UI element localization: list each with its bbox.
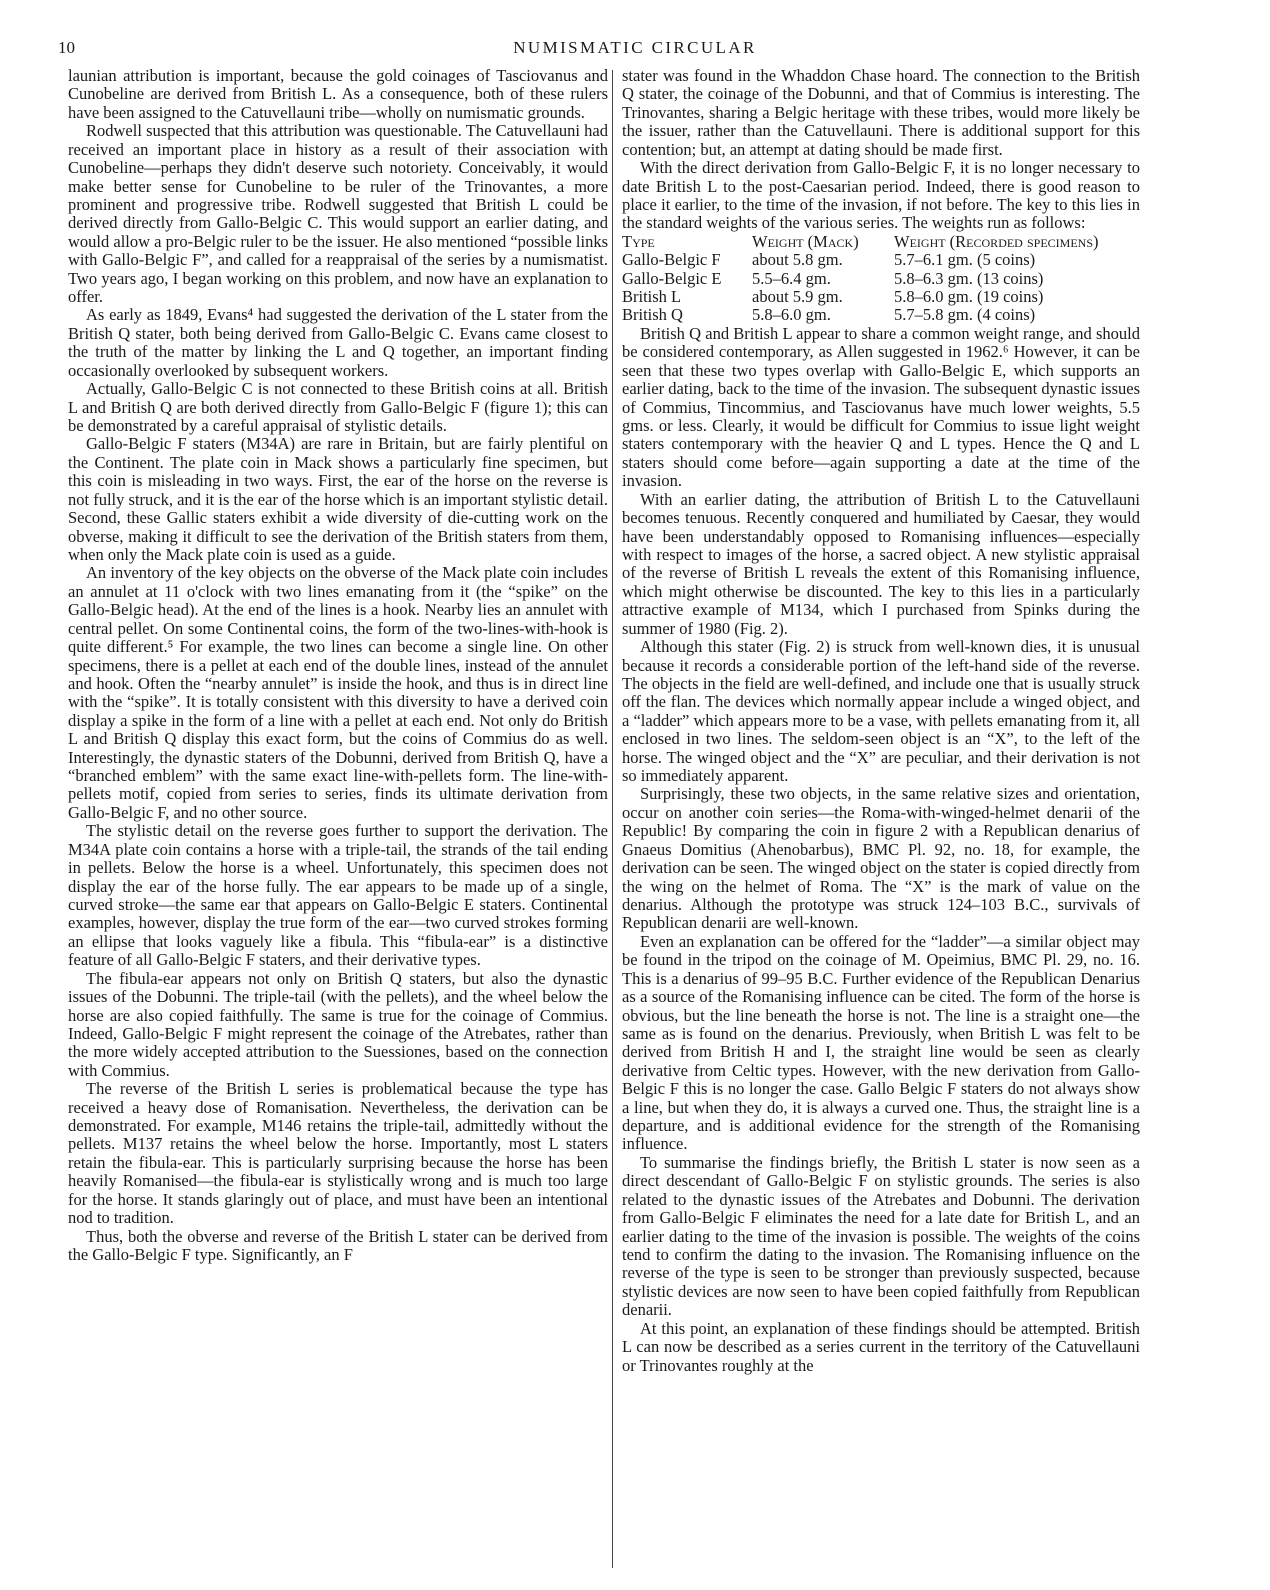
paragraph: At this point, an explanation of these findings should be attempted. British L can now be described as a series current in the territory of the Catuvellauni or Trinovantes roughly at the (622, 1318, 1140, 1375)
table-cell: 5.8–6.0 gm. (752, 305, 831, 325)
paragraph: Gallo-Belgic F staters (M34A) are rare in Britain, but are fairly plentiful on the Continent. The plate coin in Mack shows a particularly fine specimen, but this coin is misleading in two ways. First, the ear of the horse on the reverse is not fully struck, and it is the ear of the horse which is an important stylistic detail. Second, these Gallic staters exhibit a wide diversity of die-cutting work on the obverse, making it difficult to see the derivation of the British staters from them, when only the Mack plate coin is used as a guide. (68, 434, 608, 564)
running-head: NUMISMATIC CIRCULAR (513, 38, 757, 57)
paragraph: With the direct derivation from Gallo-Belgic F, it is no longer necessary to date British L to the post-Caesarian period. Indeed, there is good reason to place it earlier, to the time of the invasion, if not before. The key to this lies in the standard weights of the various series. The weights run as follows: (622, 158, 1140, 233)
column-divider (612, 70, 613, 1568)
table-row (622, 270, 1140, 288)
column-header-weight-recorded: Weight (Recorded specimens) (894, 231, 1099, 251)
paragraph: Surprisingly, these two objects, in the same relative sizes and orientation, occur on another coin series—the Roma-with-winged-helmet denarii of the Republic! By comparing the coin in figure 2 with a Republican denarius of Gnaeus Domitius (Ahenobarbus), BMC Pl. 92, no. 18, for example, the derivation can be seen. The winged object on the stater is copied directly from the wing on the helmet of Roma. The “X” is the mark of value on the denarius. Although the prototype was struck 124–103 B.C., survivals of Republican denarii are well-known. (622, 784, 1140, 933)
paragraph: An inventory of the key objects on the obverse of the Mack plate coin includes an annulet at 11 o'clock with two lines emanating from it (the “spike” on the Gallo-Belgic head). At the end of the lines is a hook. Nearby lies an annulet with central pellet. On some Continental coins, the form of the two-lines-with-hook is quite different.⁵ For example, the two lines can become a single line. On other specimens, there is a pellet at each end of the double lines, instead of the annulet and hook. Often the “nearby annulet” is inside the hook, and thus is in direct line with the “spike”. It is totally consistent with this diversity to have a derived coin display a spike in the form of a line with a pellet at each end. Not only do British L and British Q display this exact form, but the coins of Commius do as well. Interestingly, the dynastic staters of the Dobunni, derived from British Q, have a “branched emblem” with the same exact line-with-pellets form. The line-with-pellets motif, copied from series to series, finds its ultimate derivation from Gallo-Belgic F, and no other source. (68, 563, 608, 822)
table-row (622, 306, 1140, 324)
table-cell: 5.8–6.0 gm. (19 coins) (894, 287, 1044, 307)
table-cell: Gallo-Belgic E (622, 268, 722, 288)
table-cell: British L (622, 287, 682, 307)
page-number: 10 (58, 38, 75, 57)
paragraph: As early as 1849, Evans⁴ had suggested the derivation of the L stater from the British Q stater, both being derived from Gallo-Belgic C. Evans came closest to the truth of the matter by linking the L and Q together, an important finding occasionally overlooked by subsequent workers. (68, 305, 608, 380)
paragraph: Rodwell suspected that this attribution was questionable. The Catuvellauni had received an important place in history as a result of their association with Cunobeline—perhaps they didn't deserve such notoriety. Conceivably, it would make better sense for Cunobeline to be ruler of the Trinovantes, a more prominent and progressive tribe. Rodwell suggested that British L could be derived directly from Gallo-Belgic C. This would support an earlier dating, and would allow a pro-Belgic ruler to be the issuer. He also mentioned “possible links with Gallo-Belgic F”, and called for a reappraisal of the series by a numismatist. Two years ago, I began working on this problem, and now have an explanation to offer. (68, 121, 608, 307)
paragraph: stater was found in the Whaddon Chase hoard. The connection to the British Q stater, the coinage of the Dobunni, and that of Commius is interesting. The Trinovantes, sharing a Belgic heritage with these tribes, would more likely be the issuer, rather than the Catuvellauni. There is additional support for this contention; but, an attempt at dating should be made first. (622, 67, 1140, 159)
weights-table (622, 233, 1140, 325)
table-cell: 5.8–6.3 gm. (13 coins) (894, 268, 1044, 288)
table-cell: Gallo-Belgic F (622, 250, 721, 270)
paragraph: Actually, Gallo-Belgic C is not connected to these British coins at all. British L and British Q are both derived directly from Gallo-Belgic F (figure 1); this can be demonstrated by a careful appraisal of stylistic details. (68, 379, 608, 436)
table-row (622, 251, 1140, 269)
table-cell: 5.7–5.8 gm. (4 coins) (894, 305, 1036, 325)
paragraph: The fibula-ear appears not only on British Q staters, but also the dynastic issues of the Dobunni. The triple-tail (with the pellets), and the wheel below the horse are also copied faithfully. The same is true for the coinage of Commius. Indeed, Gallo-Belgic F might represent the coinage of the Atrebates, rather than the more widely accepted attribution to the Suessiones, based on the connection with Commius. (68, 968, 608, 1080)
paragraph: British Q and British L appear to share a common weight range, and should be considered contemporary, as Allen suggested in 1962.⁶ However, it can be seen that these two types overlap with Gallo-Belgic E, which supports an earlier dating, back to the time of the invasion. The subsequent dynastic issues of Commius, Tincommius, and Tasciovanus have much lower weights, 5.5 gms. or less. Clearly, it would be difficult for Commius to issue light weight staters contemporary with the heavier Q and L types. Hence the Q and L staters should come before—again supporting a date at the time of the invasion. (622, 323, 1140, 491)
table-cell: 5.5–6.4 gm. (752, 268, 831, 288)
column-header-type: Type (622, 231, 655, 251)
left-column (68, 67, 608, 1577)
table-cell: British Q (622, 305, 683, 325)
paragraph: The stylistic detail on the reverse goes further to support the derivation. The M34A plate coin contains a horse with a triple-tail, the strands of the tail ending in pellets. Below the horse is a wheel. Unfortunately, this specimen does not display the ear of the horse fully. The ear appears to be made up of a single, curved stroke—the same ear that appears on Gallo-Belgic E staters. Continental examples, however, display the true form of the ear—two curved strokes forming an ellipse that looks vaguely like a fibula. This “fibula-ear” is a distinctive feature of all Gallo-Belgic F staters, and their derivative types. (68, 821, 608, 970)
table-cell: 5.7–6.1 gm. (5 coins) (894, 250, 1036, 270)
table-cell: about 5.9 gm. (752, 287, 843, 307)
paragraph: Even an explanation can be offered for the “ladder”—a similar object may be found in the tripod on the coinage of M. Opeimius, BMC Pl. 29, no. 16. This is a denarius of 99–95 B.C. Further evidence of the Republican Denarius as a source of the Romanising influence can be cited. The form of the horse is obvious, but the line beneath the horse is not. The line is a straight one—the same as is found on the denarius. Previously, when British L was felt to be derived from British H and I, the straight line would be seen as clearly derivative from Celtic types. However, with the new derivation from Gallo-Belgic F this is no longer the case. Gallo Belgic F staters do not always show a line, but when they do, it is always a curved one. Thus, the straight line is a departure, and is additional evidence for the strength of the Romanising influence. (622, 931, 1140, 1154)
table-cell: about 5.8 gm. (752, 250, 843, 270)
right-column (622, 67, 1140, 1577)
paragraph: launian attribution is important, because the gold coinages of Tasciovanus and Cunobeline are derived from British L. As a consequence, both of these rulers have been assigned to the Catuvellauni tribe—wholly on numismatic grounds. (68, 67, 608, 122)
paragraph: Thus, both the obverse and reverse of the British L stater can be derived from the Gallo-Belgic F type. Significantly, an F (68, 1226, 608, 1264)
column-header-weight-mack: Weight (Mack) (752, 231, 859, 251)
paragraph: To summarise the findings briefly, the British L stater is now seen as a direct descendant of Gallo-Belgic F on stylistic grounds. The series is also related to the dynastic issues of the Atrebates and Dobunni. The derivation from Gallo-Belgic F eliminates the need for a late date for British L, and an earlier dating to the time of the invasion is possible. The weights of the coins tend to confirm the dating to the invasion. The Romanising influence on the reverse of the type is seen to be stronger than previously suspected, because stylistic devices are now seen to have been copied faithfully from Republican denarii. (622, 1152, 1140, 1320)
table-header-row (622, 233, 1140, 251)
paragraph: The reverse of the British L series is problematical because the type has received a heavy dose of Romanisation. Nevertheless, the derivation can be demonstrated. For example, M146 retains the triple-tail, admittedly without the pellets. M137 retains the wheel below the horse. Importantly, most L staters retain the fibula-ear. This is particularly surprising because the horse has been heavily Romanised—the fibula-ear is stylistically wrong and is much too large for the horse. It stands glaringly out of place, and must have been an intentional nod to tradition. (68, 1079, 608, 1228)
paragraph: Although this stater (Fig. 2) is struck from well-known dies, it is unusual because it records a considerable portion of the left-hand side of the reverse. The objects in the field are well-defined, and include one that is usually struck off the flan. The devices which normally appear include a winged object, and a “ladder” which appears more to be a vase, with pellets emanating from it, all enclosed in two lines. The seldom-seen object is an “X”, to the left of the horse. The winged object and the “X” are peculiar, and their derivation is not so immediately apparent. (622, 637, 1140, 786)
table-row (622, 288, 1140, 306)
paragraph: With an earlier dating, the attribution of British L to the Catuvellauni becomes tenuous. Recently conquered and humiliated by Caesar, they would have been understandably opposed to Romanising influences—especially with respect to images of the horse, a sacred object. A new stylistic appraisal of the reverse of British L reveals the extent of this Romanising influence, which might otherwise be discounted. The key to this lies in a particularly attractive example of M134, which I purchased from Spinks during the summer of 1980 (Fig. 2). (622, 489, 1140, 638)
